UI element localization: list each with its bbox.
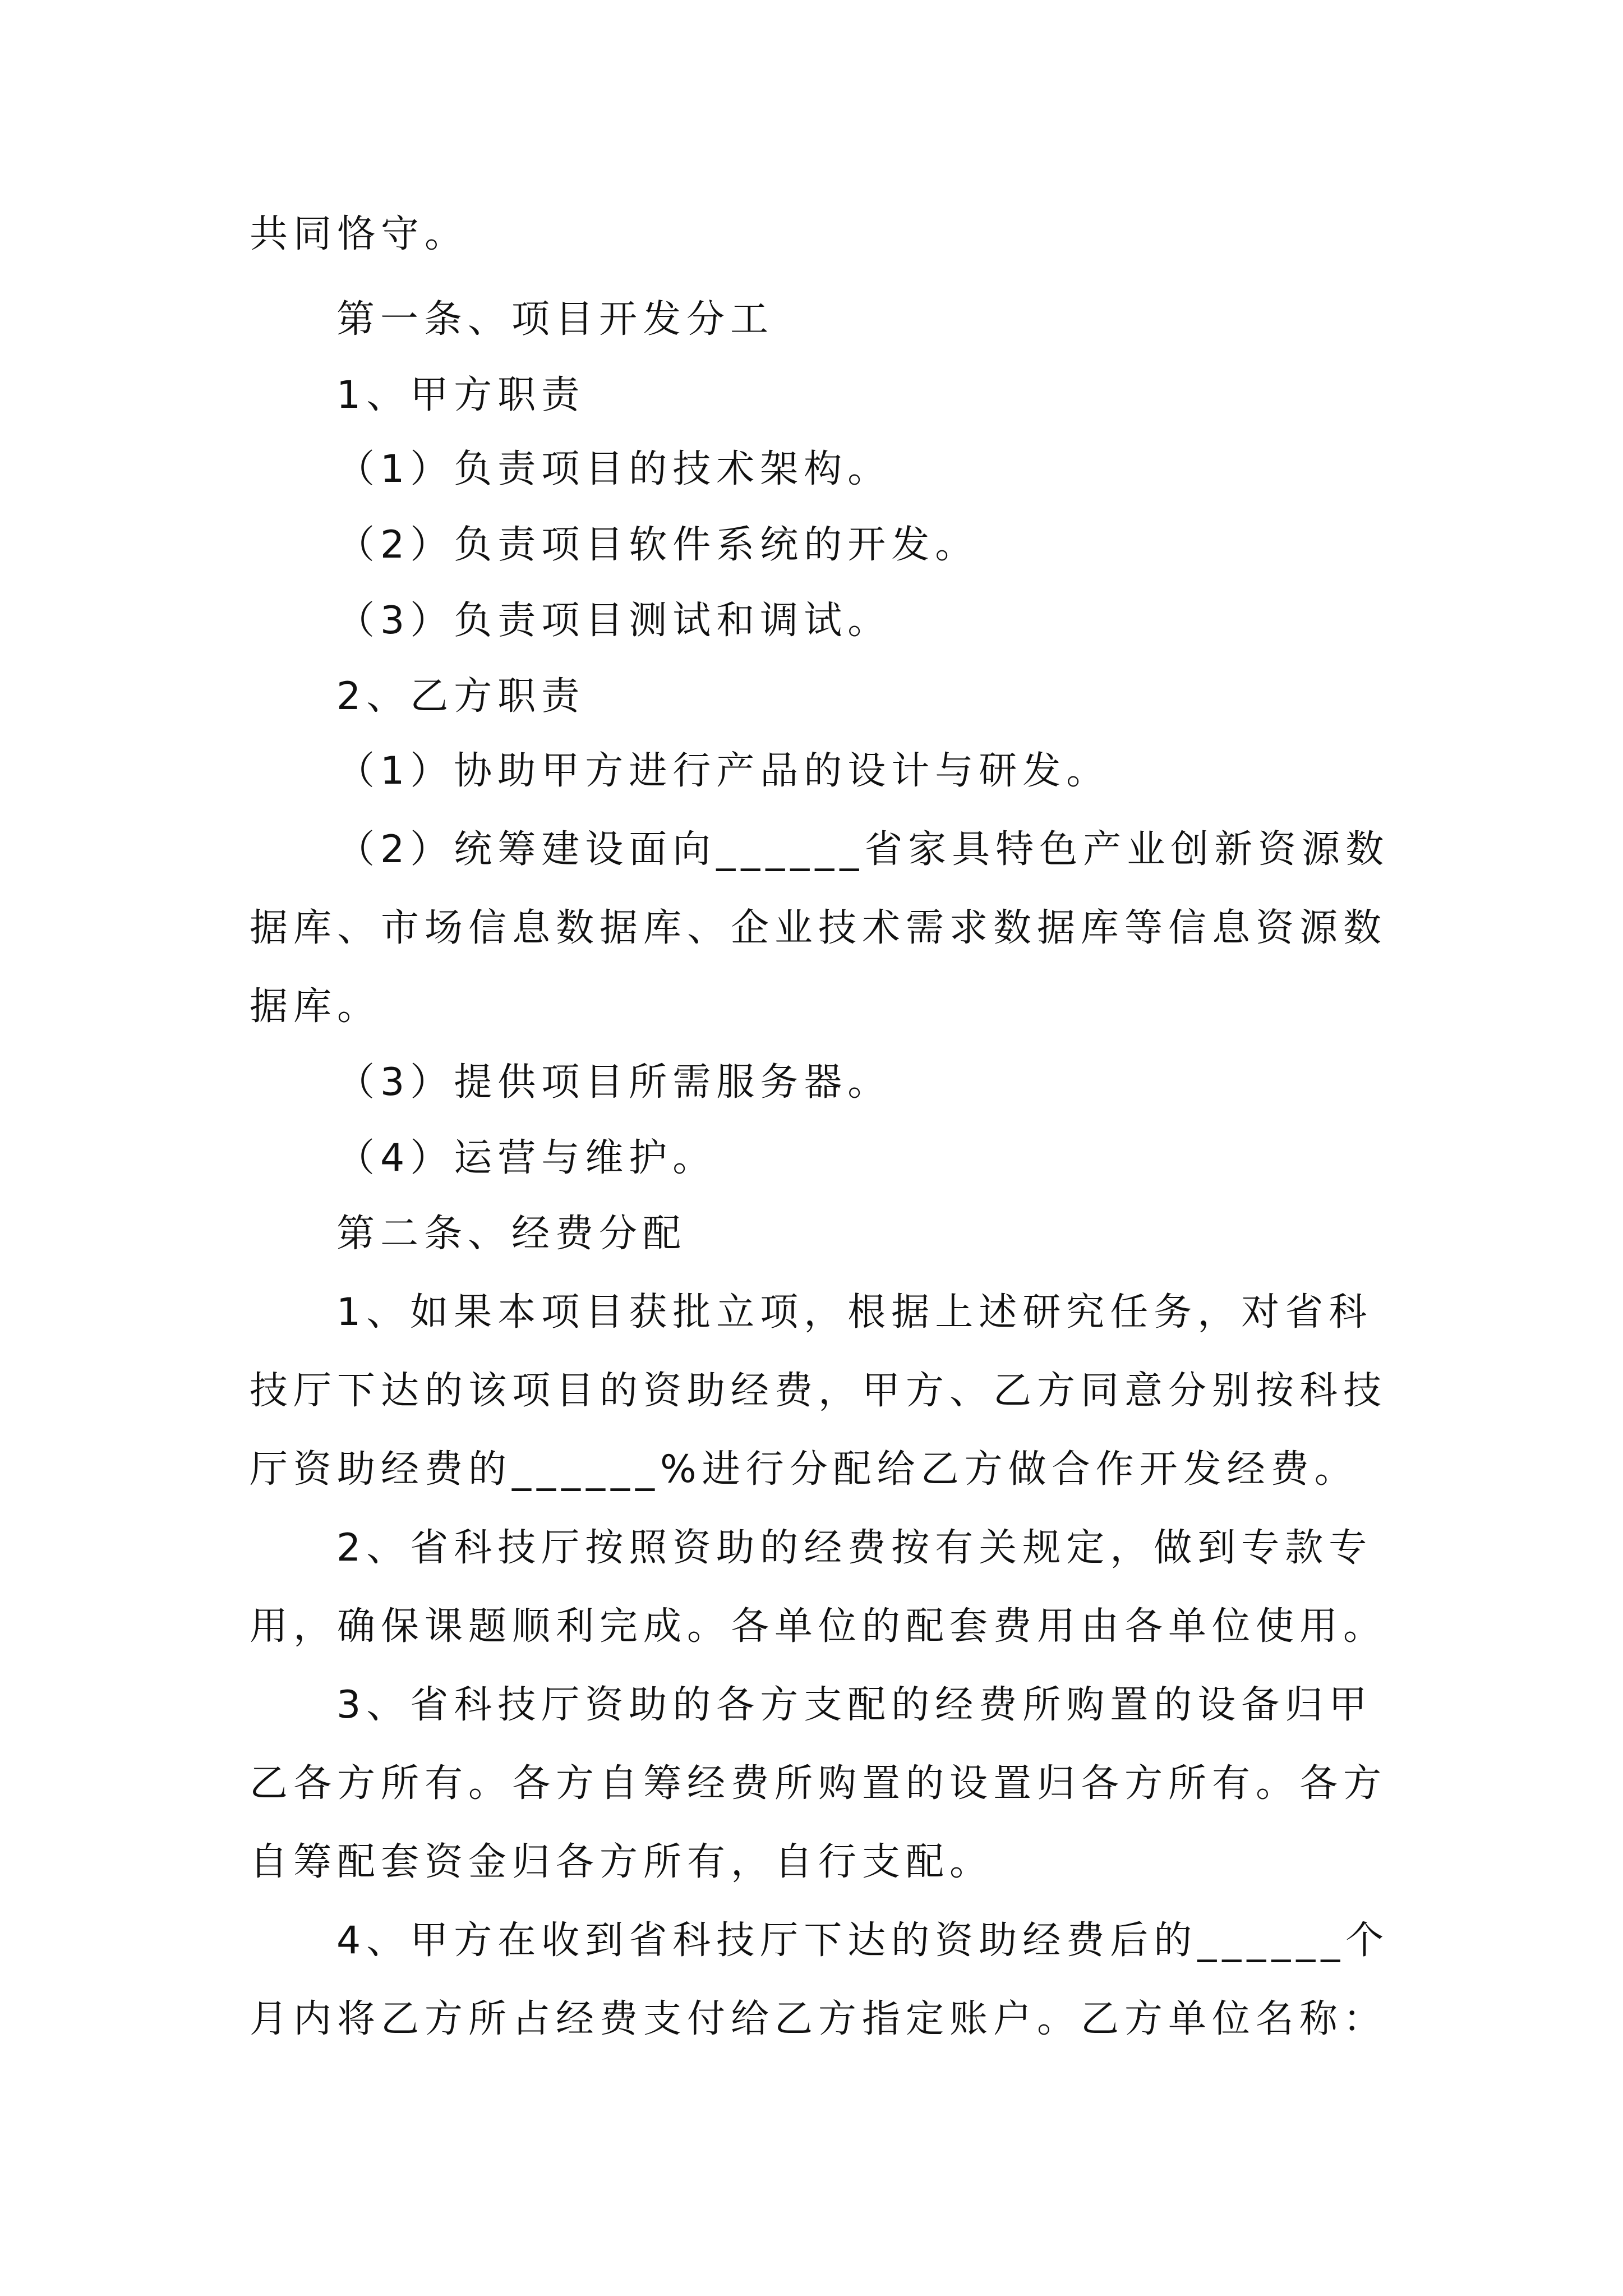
text-line: 厅资助经费的______%进行分配给乙方做合作开发经费。 [250, 1447, 1358, 1492]
text-line: 据库、市场信息数据库、企业技术需求数据库等信息资源数 [250, 906, 1387, 950]
list-item: （3）负责项目测试和调试。 [336, 599, 892, 643]
text-line: 月内将乙方所占经费支付给乙方指定账户。乙方单位名称： [250, 1997, 1387, 2041]
list-item: （1）负责项目的技术架构。 [336, 447, 892, 491]
text-line: 技厅下达的该项目的资助经费，甲方、乙方同意分别按科技 [250, 1369, 1387, 1413]
text-line: 乙各方所有。各方自筹经费所购置的设置归各方所有。各方 [250, 1761, 1387, 1806]
list-item: （4）运营与维护。 [336, 1136, 717, 1180]
subsection-heading: 2、乙方职责 [336, 674, 585, 719]
section-heading: 第一条、项目开发分工 [336, 297, 774, 342]
subsection-heading: 1、甲方职责 [336, 373, 585, 417]
text-line: 共同恪守。 [250, 212, 469, 256]
section-heading: 第二条、经费分配 [336, 1212, 687, 1256]
text-line: 自筹配套资金归各方所有，自行支配。 [250, 1840, 994, 1884]
paragraph-line: 4、甲方在收到省科技厅下达的资助经费后的______个 [336, 1918, 1390, 1963]
text-line: 据库。 [250, 984, 381, 1029]
paragraph-line: 1、如果本项目获批立项，根据上述研究任务，对省科 [336, 1290, 1373, 1335]
paragraph-line: 2、省科技厅按照资助的经费按有关规定，做到专款专 [336, 1526, 1373, 1570]
list-item: （2）统筹建设面向______省家具特色产业创新资源数 [336, 827, 1390, 872]
list-item: （3）提供项目所需服务器。 [336, 1060, 892, 1105]
list-item: （2）负责项目软件系统的开发。 [336, 523, 979, 567]
list-item: （1）协助甲方进行产品的设计与研发。 [336, 749, 1110, 793]
text-line: 用，确保课题顺利完成。各单位的配套费用由各单位使用。 [250, 1604, 1387, 1649]
paragraph-line: 3、省科技厅资助的各方支配的经费所购置的设备归甲 [336, 1683, 1373, 1727]
